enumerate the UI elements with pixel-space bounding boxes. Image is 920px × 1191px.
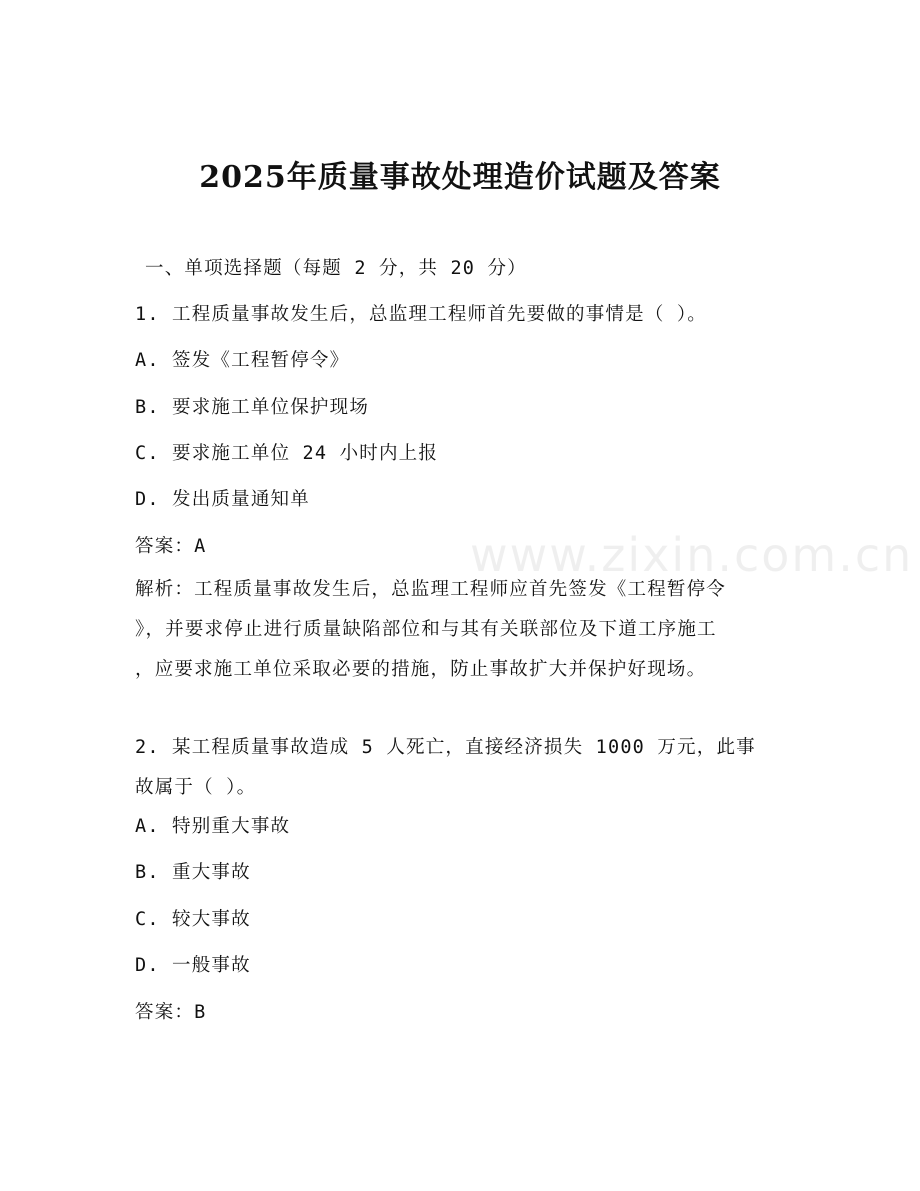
- question-2-option-b: B. 重大事故: [135, 862, 251, 883]
- question-2-stem: [135, 728, 775, 808]
- analysis-line: 解析：工程质量事故发生后，总监理工程师应首先签发《工程暂停令: [135, 579, 727, 600]
- question-1-option-b: B. 要求施工单位保护现场: [135, 397, 370, 418]
- section-heading: 一、单项选择题（每题 2 分，共 20 分）: [145, 258, 527, 279]
- document-title: 2025年质量事故处理造价试题及答案: [199, 160, 721, 195]
- question-1-analysis: [135, 570, 775, 690]
- question-1-option-a: A. 签发《工程暂停令》: [135, 350, 350, 371]
- question-2-option-a: A. 特别重大事故: [135, 816, 291, 837]
- question-1-answer: 答案：A: [135, 536, 207, 557]
- question-2-answer: 答案：B: [135, 1002, 207, 1023]
- question-1-option-c: C. 要求施工单位 24 小时内上报: [135, 443, 439, 464]
- analysis-line: 》，并要求停止进行质量缺陷部位和与其有关联部位及下道工序施工: [135, 619, 717, 640]
- stem-line: 2. 某工程质量事故造成 5 人死亡，直接经济损失 1000 万元，此事: [135, 737, 756, 758]
- analysis-line: ，应要求施工单位采取必要的措施，防止事故扩大并保护好现场。: [135, 659, 707, 680]
- question-1-option-d: D. 发出质量通知单: [135, 489, 310, 510]
- question-1-stem: 1. 工程质量事故发生后，总监理工程师首先要做的事情是（ ）。: [135, 304, 708, 325]
- stem-line: 故属于（ ）。: [135, 777, 257, 798]
- question-2-option-c: C. 较大事故: [135, 909, 251, 930]
- watermark: www.zixin.com.cn: [470, 528, 914, 582]
- question-2-option-d: D. 一般事故: [135, 955, 251, 976]
